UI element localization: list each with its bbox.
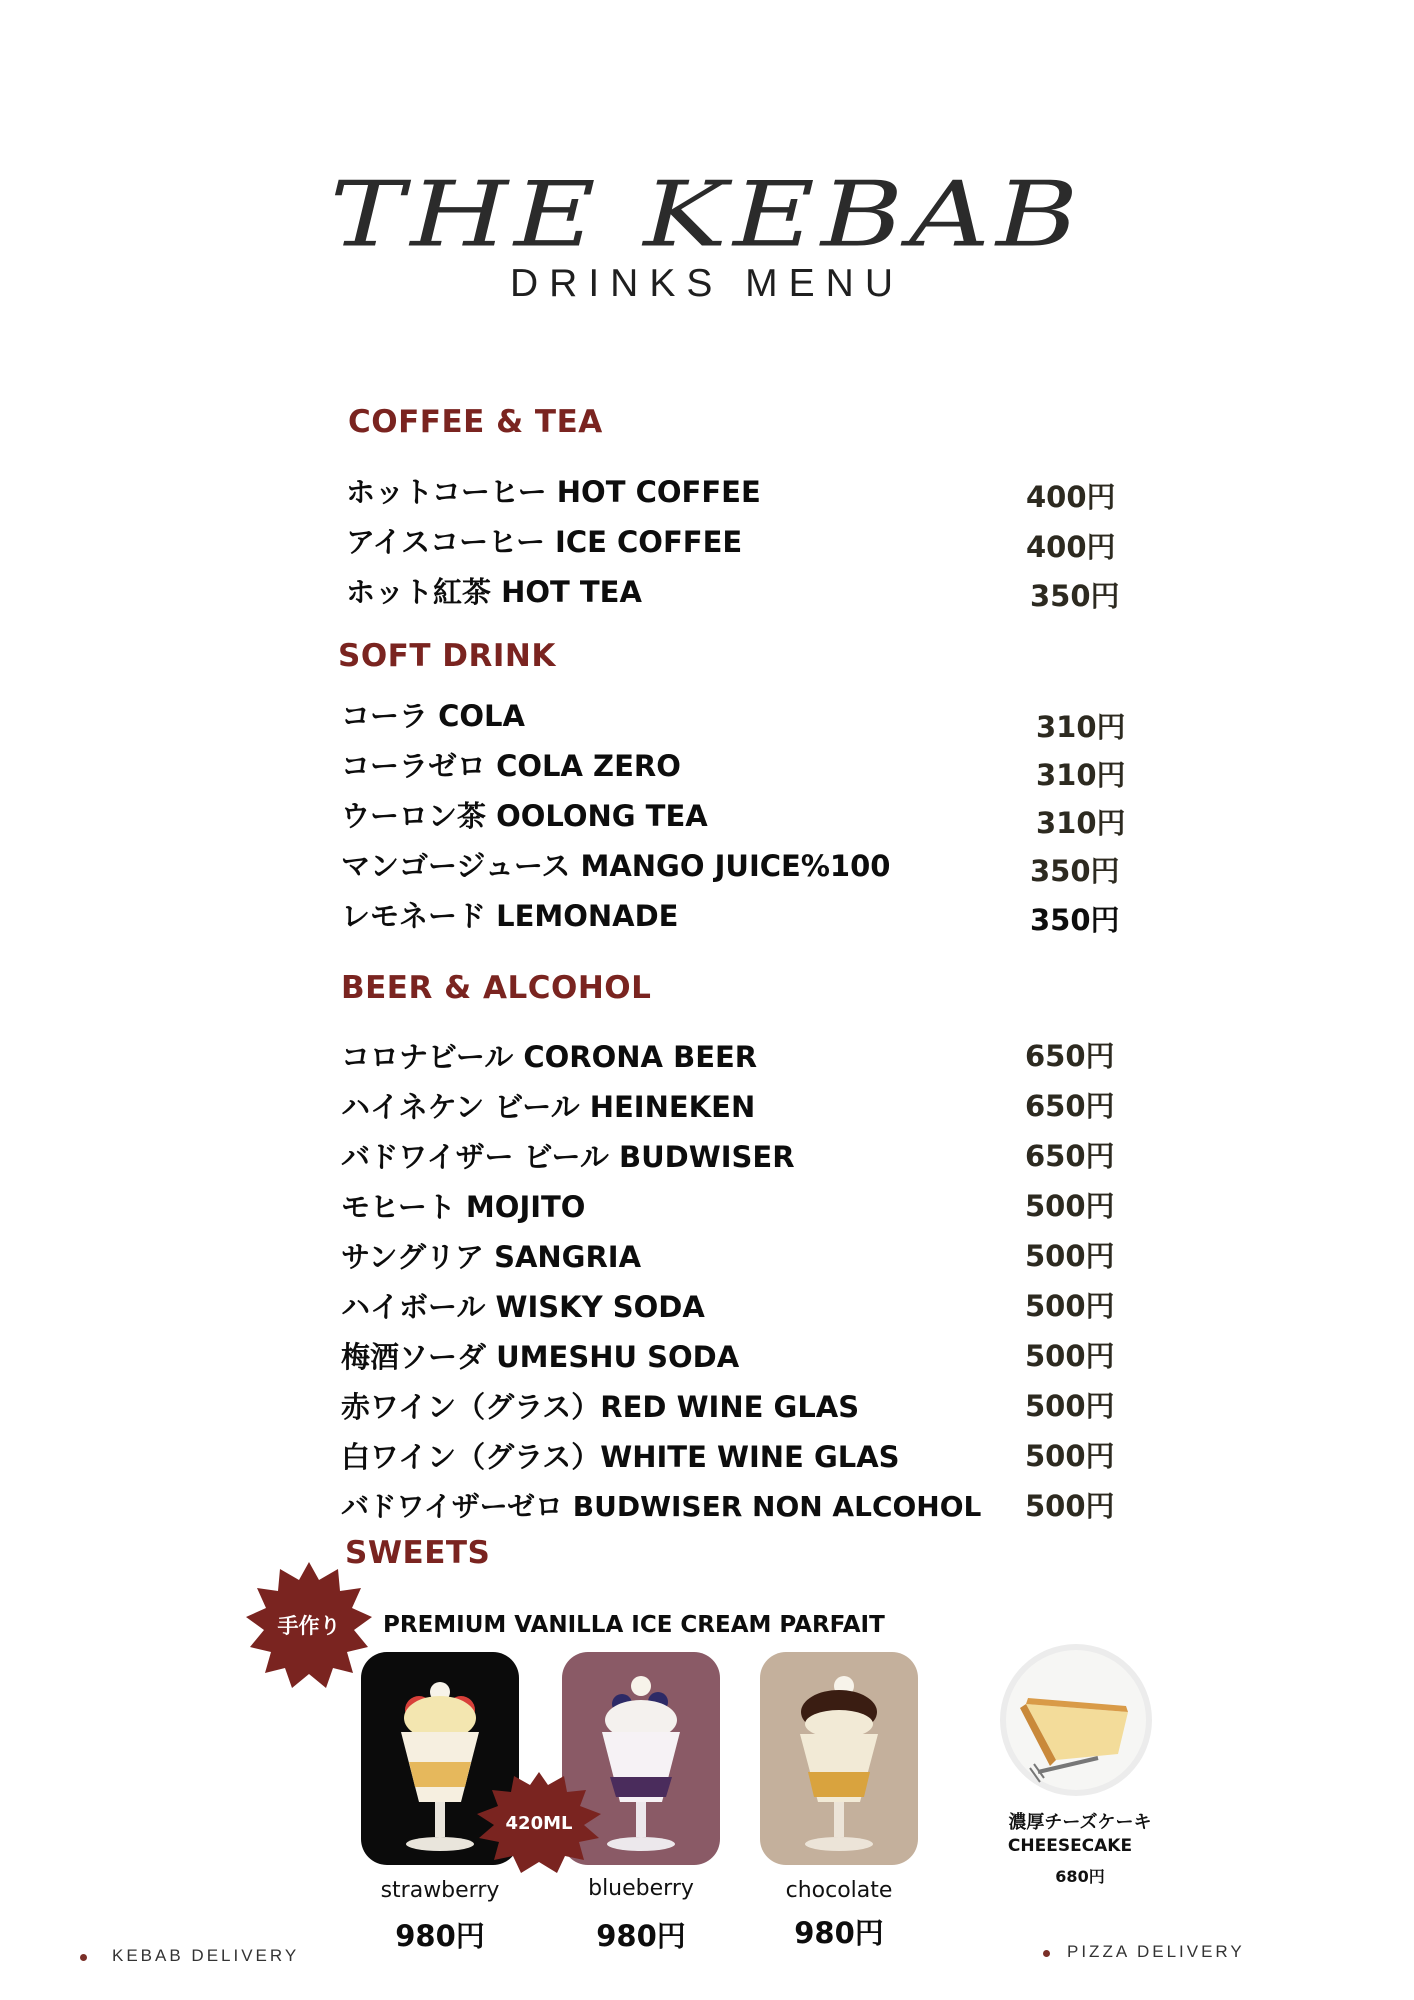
page-title: THE KEBAB [329, 163, 1085, 267]
parfait-name-chocolate: chocolate [785, 1878, 893, 1903]
parfait-price-blueberry: 980円 [596, 1919, 686, 1953]
menu-item-name: モヒート MOJITO [341, 1190, 586, 1224]
menu-item-price: 650円 [1025, 1039, 1115, 1073]
menu-item-price: 500円 [1025, 1189, 1115, 1223]
menu-item-name: アイスコーヒー ICE COFFEE [346, 525, 743, 559]
handmade-badge [244, 1560, 374, 1690]
section-title-beer-alcohol: BEER & ALCOHOL [341, 970, 652, 1006]
menu-item-price: 310円 [1036, 710, 1126, 744]
menu-item-price: 500円 [1025, 1289, 1115, 1323]
menu-item-name: ホットコーヒー HOT COFFEE [346, 475, 761, 509]
menu-item-name: レモネード LEMONADE [341, 899, 679, 933]
menu-item-name: 白ワイン（グラス）WHITE WINE GLAS [341, 1440, 900, 1474]
page-subtitle: DRINKS MENU [509, 262, 905, 305]
handmade-badge-text: 手作り [277, 1614, 341, 1638]
menu-item-name: コーラゼロ COLA ZERO [341, 749, 681, 783]
menu-item-name: ハイネケン ビール HEINEKEN [341, 1090, 756, 1124]
parfait-name-blueberry: blueberry [588, 1876, 694, 1901]
footer-left: KEBAB DELIVERY [112, 1946, 300, 1965]
menu-item-name: バドワイザー ビール BUDWISER [341, 1140, 795, 1174]
footer-bullet-icon [80, 1954, 87, 1961]
menu-item-price: 350円 [1030, 854, 1120, 888]
footer-bullet-icon [1043, 1950, 1050, 1957]
size-badge [474, 1770, 604, 1876]
menu-item-name: コロナビール CORONA BEER [341, 1040, 758, 1074]
menu-item-name: ハイボール WISKY SODA [341, 1290, 705, 1324]
menu-item-name: サングリア SANGRIA [341, 1240, 642, 1274]
parfait-glass-icon [760, 1652, 918, 1865]
section-title-soft-drink: SOFT DRINK [338, 638, 556, 674]
menu-item-price: 400円 [1026, 480, 1116, 514]
parfait-price-strawberry: 980円 [395, 1919, 485, 1953]
menu-item-price: 650円 [1025, 1089, 1115, 1123]
section-title-coffee: COFFEE & TEA [348, 404, 603, 440]
menu-item-name: ホット紅茶 HOT TEA [346, 575, 642, 609]
menu-item-name: バドワイザーゼロ BUDWISER NON ALCOHOL [341, 1490, 982, 1523]
menu-item-price: 500円 [1025, 1489, 1115, 1523]
cheesecake-price: 680円 [1055, 1867, 1105, 1886]
menu-item-name: 梅酒ソーダ UMESHU SODA [341, 1340, 740, 1374]
menu-item-price: 500円 [1025, 1439, 1115, 1473]
parfait-name-strawberry: strawberry [380, 1878, 500, 1903]
menu-item-name: ウーロン茶 OOLONG TEA [341, 799, 708, 833]
footer-right: PIZZA DELIVERY [1067, 1942, 1245, 1961]
menu-item-price: 400円 [1026, 530, 1116, 564]
cheesecake-image [998, 1642, 1154, 1798]
section-title-sweets: SWEETS [345, 1535, 491, 1571]
size-badge-text: 420ML [505, 1813, 573, 1834]
parfait-title: PREMIUM VANILLA ICE CREAM PARFAIT [383, 1612, 885, 1638]
menu-item-price: 350円 [1030, 903, 1120, 937]
menu-item-price: 310円 [1036, 806, 1126, 840]
parfait-price-chocolate: 980円 [794, 1916, 884, 1950]
menu-item-price: 650円 [1025, 1139, 1115, 1173]
menu-item-price: 500円 [1025, 1239, 1115, 1273]
menu-item-name: コーラ COLA [341, 699, 525, 733]
cheesecake-name-en: CHEESECAKE [1007, 1836, 1133, 1856]
cheesecake-name-jp: 濃厚チーズケーキ [1008, 1812, 1152, 1833]
menu-item-price: 500円 [1025, 1339, 1115, 1373]
menu-item-price: 350円 [1030, 579, 1120, 613]
menu-item-price: 500円 [1025, 1389, 1115, 1423]
parfait-card-chocolate[interactable] [760, 1652, 918, 1865]
menu-item-name: マンゴージュース MANGO JUICE%100 [341, 849, 891, 883]
menu-item-name: 赤ワイン（グラス）RED WINE GLAS [341, 1390, 860, 1424]
menu-item-price: 310円 [1036, 758, 1126, 792]
